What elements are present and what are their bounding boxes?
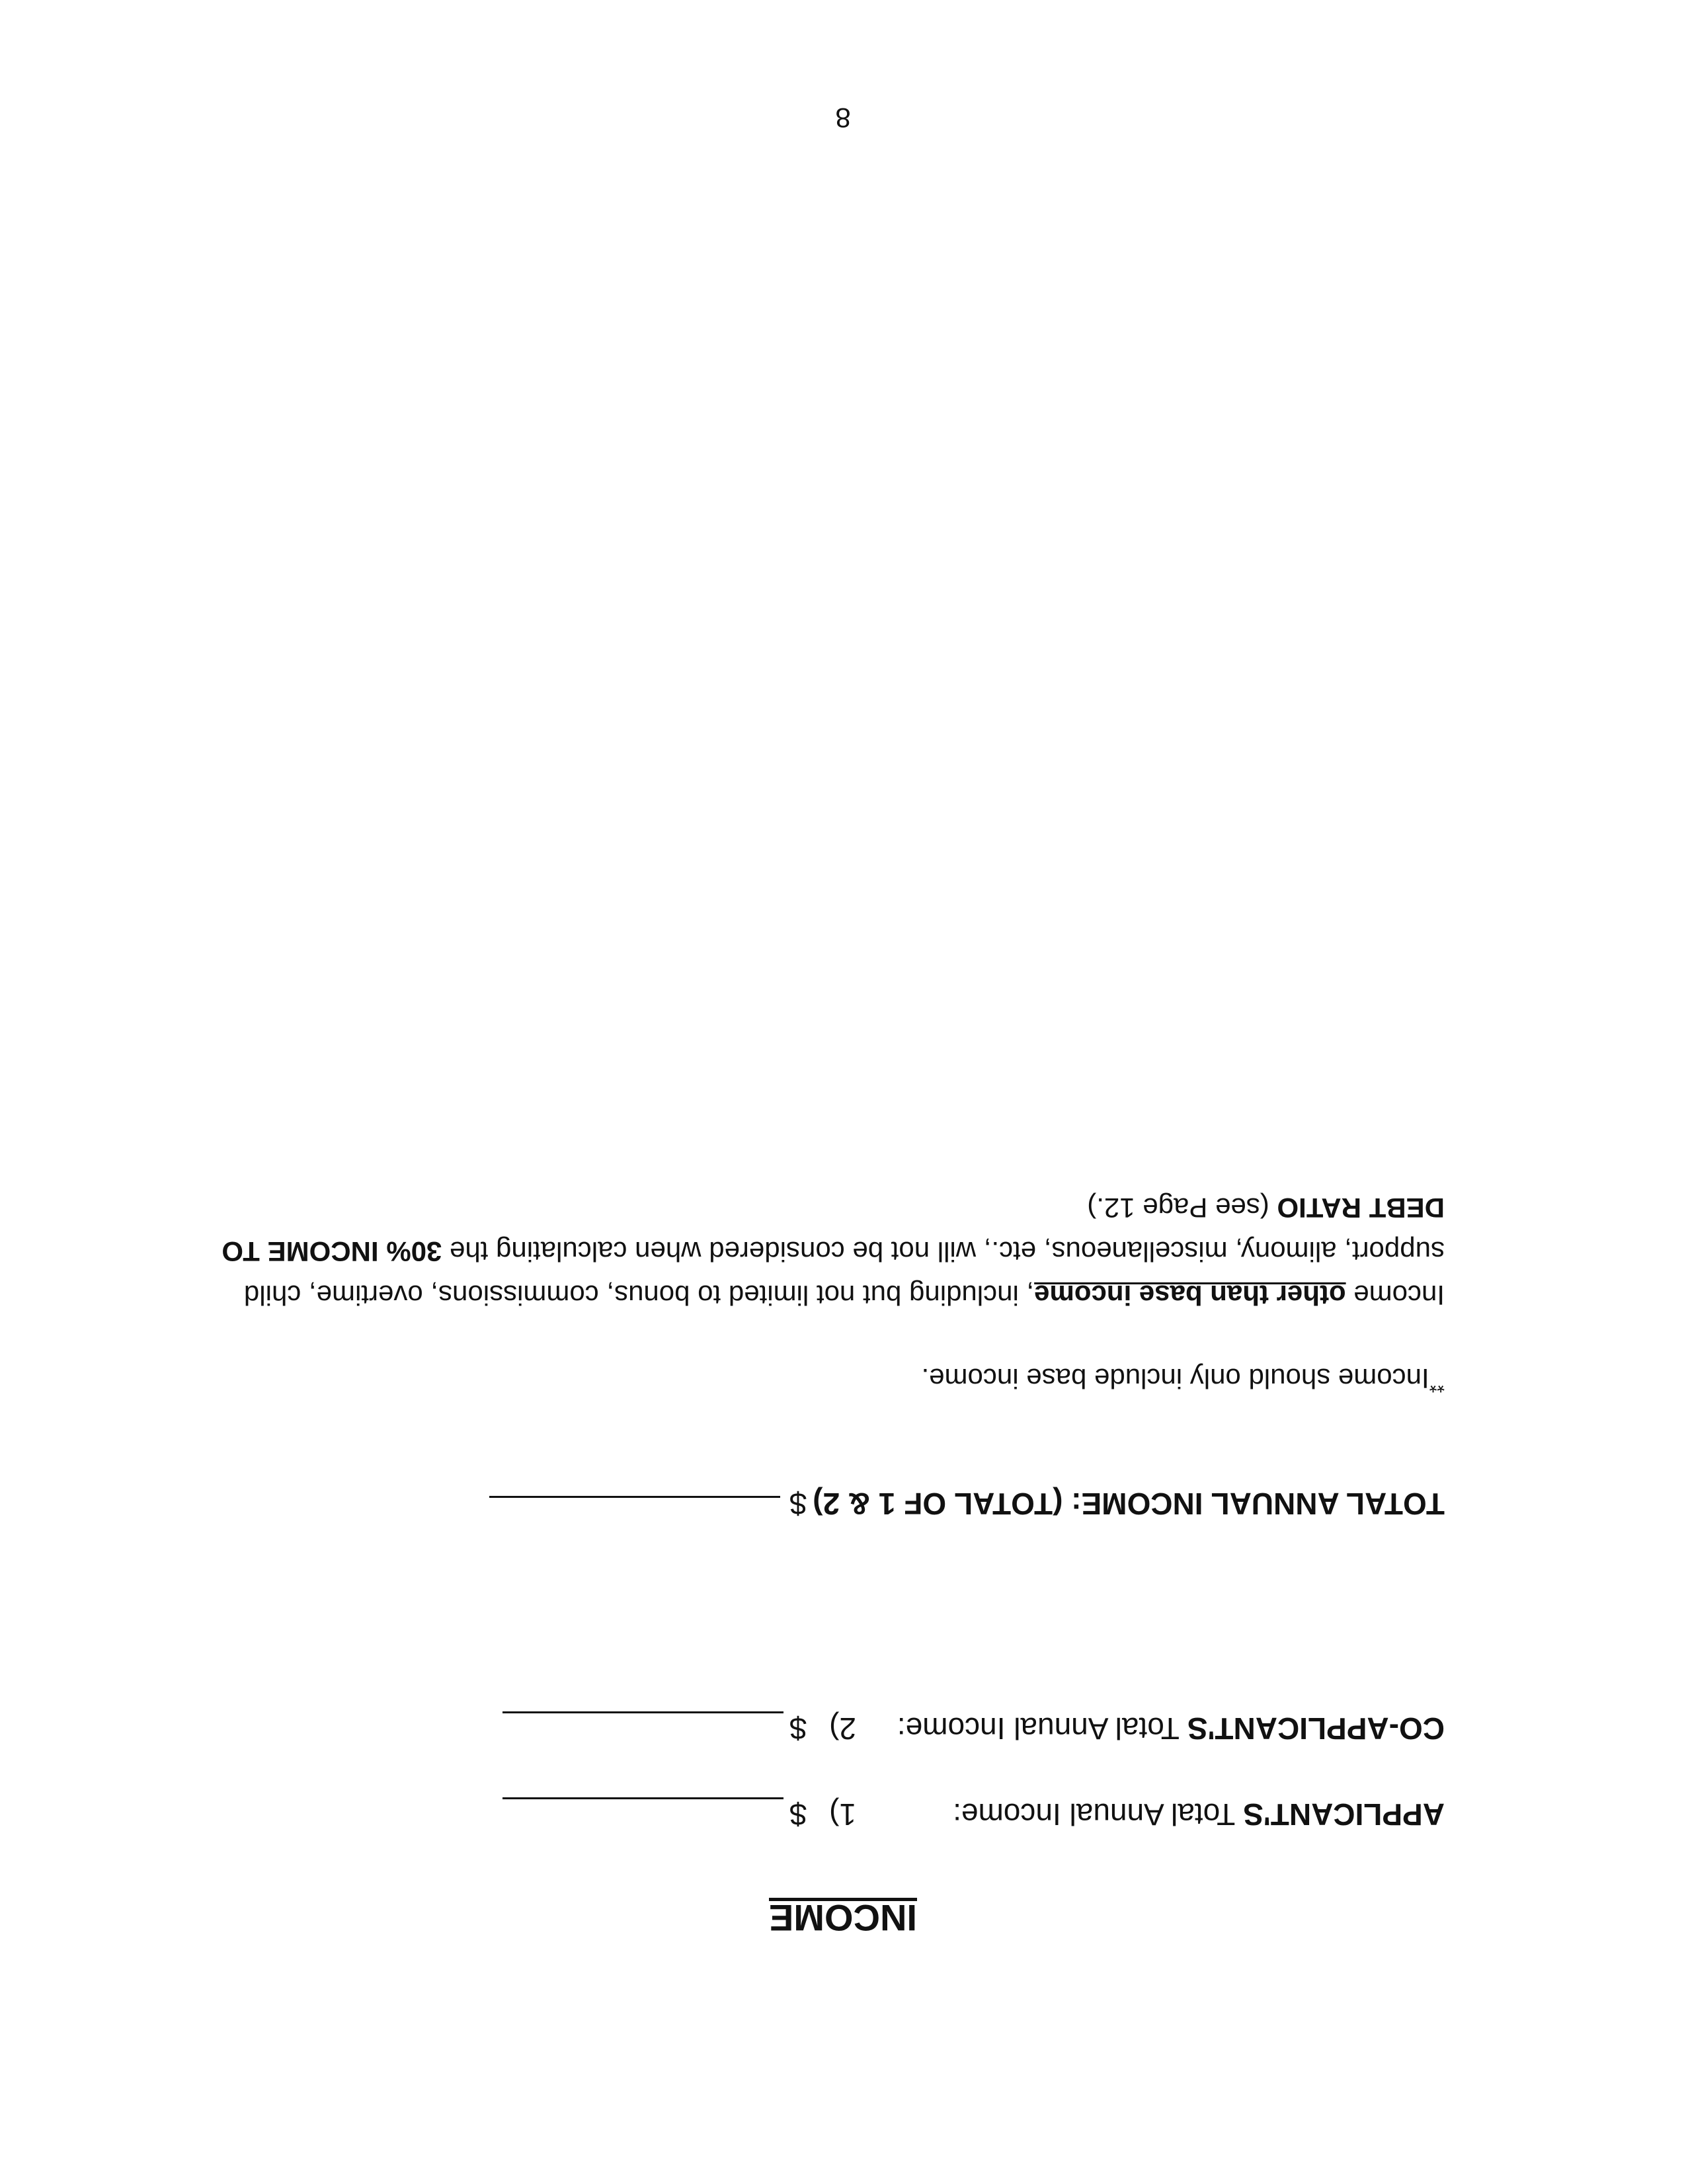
paragraph-text-2: , including but not limited to bonus, commissions, overtime, child support, alimony, miscellaneous, etc., will not be considered when calculating the [243,1236,1445,1311]
co-applicant-label-text: Total Annual Income: [897,1711,1187,1746]
co-applicant-dollar-sign: $ [789,1711,807,1746]
paragraph-page-reference: (see Page 12.) [1087,1192,1277,1224]
note-text: Income should only include base income. [921,1363,1429,1394]
total-income-field[interactable] [489,1496,780,1498]
total-income-label [813,1486,1445,1522]
base-income-note [922,1362,1445,1396]
paragraph-ratio-term: INCOME TO DEBT RATIO [221,1192,1445,1267]
co-applicant-income-label [897,1711,1445,1746]
applicant-label-bold: APPLICANT'S [1243,1797,1445,1832]
applicant-label-text: Total Annual Income: [953,1797,1244,1832]
total-income-label-text: TOTAL ANNUAL INCOME: (TOTAL OF 1 & 2) [813,1487,1445,1521]
applicant-item-number: 1) [829,1797,856,1832]
co-applicant-item-number: 2) [829,1711,856,1746]
page-title: INCOME [769,1897,917,1939]
co-applicant-income-field[interactable] [502,1711,783,1713]
other-income-paragraph [188,1186,1445,1317]
applicant-dollar-sign: $ [789,1797,807,1832]
paragraph-percent: 30% [386,1236,442,1267]
note-asterisks: ** [1429,1374,1445,1396]
page-number: 8 [835,102,851,134]
total-dollar-sign: $ [789,1487,807,1521]
applicant-income-label [953,1797,1445,1832]
co-applicant-label-bold: CO-APPLICANT'S [1187,1711,1445,1746]
paragraph-underlined-phrase: other than base income [1034,1280,1346,1311]
applicant-income-field[interactable] [502,1797,783,1799]
paragraph-text-1: Income [1345,1280,1445,1311]
